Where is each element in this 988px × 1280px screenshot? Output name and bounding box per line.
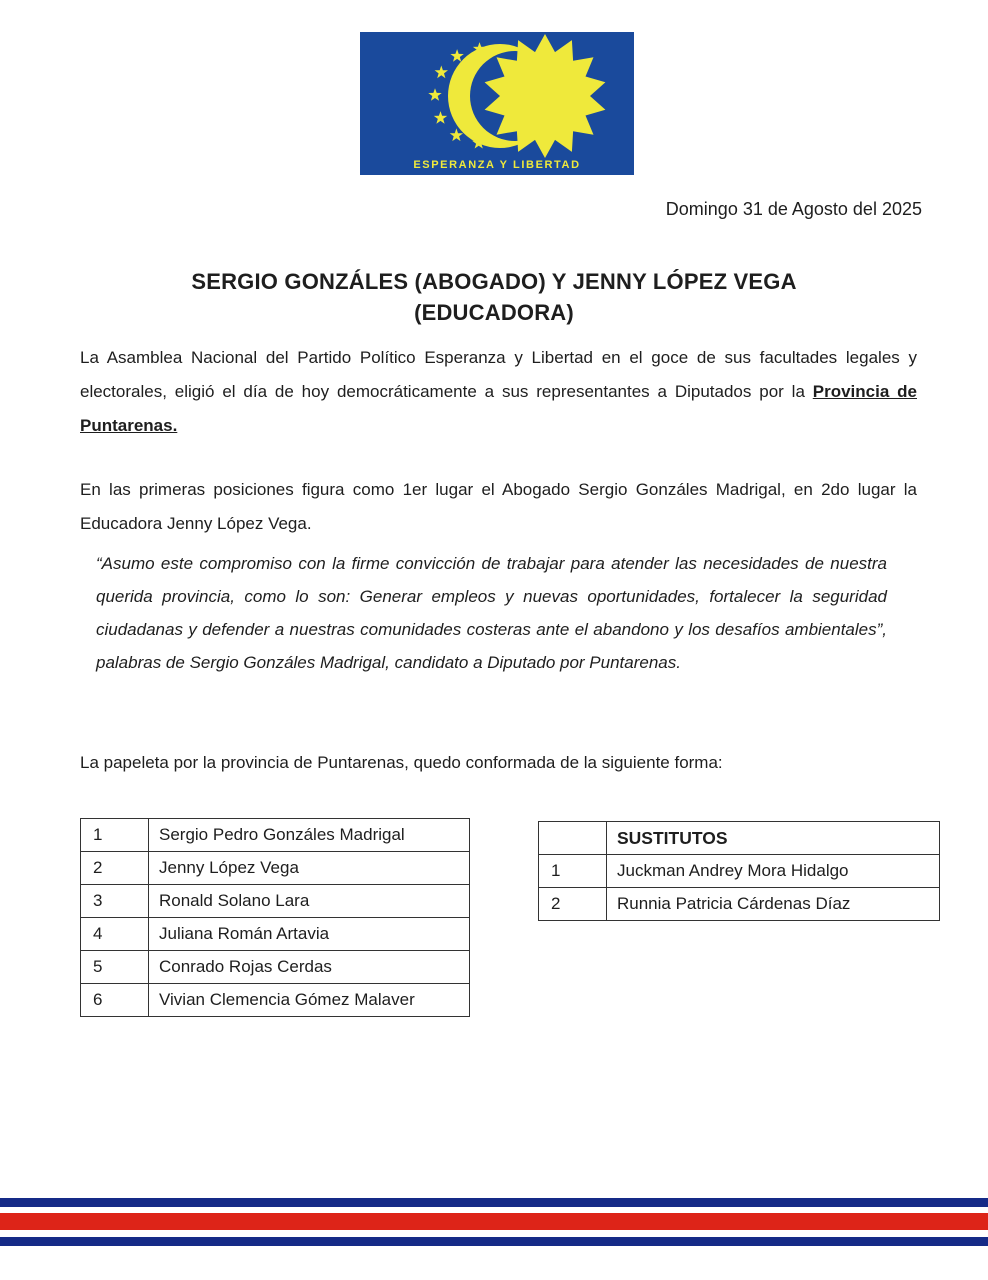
flag-stripe-red <box>0 1213 988 1230</box>
name-cell: Sergio Pedro Gonzáles Madrigal <box>149 819 470 852</box>
name-cell: Juliana Román Artavia <box>149 918 470 951</box>
table-row <box>81 918 470 951</box>
party-logo <box>360 32 634 175</box>
rank-cell: 2 <box>81 852 149 885</box>
table-row <box>81 885 470 918</box>
rank-cell: 4 <box>81 918 149 951</box>
table-row <box>81 984 470 1017</box>
name-cell: Jenny López Vega <box>149 852 470 885</box>
candidate-quote: “Asumo este compromiso con la firme convicción de trabajar para atender las necesidades de nuestra querida provincia, como lo son: Generar empleos y nuevas oportunidades, fortalecer la seguridad ciudadanas y defender a nuestras comunidades costeras ante el abandono y los desafíos ambientales”, palabras de Sergio Gonzáles Madrigal, candidato a Diputado por Puntarenas. <box>96 554 887 672</box>
table-header-row <box>539 822 940 855</box>
paragraph-positions: En las primeras posiciones figura como 1er lugar el Abogado Sergio Gonzáles Madrigal, en 2do lugar la Educadora Jenny López Vega. <box>80 480 917 533</box>
rank-cell: 2 <box>539 888 607 921</box>
table-row <box>81 852 470 885</box>
rank-cell: 1 <box>81 819 149 852</box>
title-line-1: SERGIO GONZÁLES (ABOGADO) Y JENNY LÓPEZ VEGA <box>191 269 797 294</box>
table-row <box>539 855 940 888</box>
paragraph-assembly-text: La Asamblea Nacional del Partido Político Esperanza y Libertad en el goce de sus facultades legales y electorales, eligió el día de hoy democráticamente a sus representantes a Diputados por la <box>80 348 917 401</box>
paragraph-ballot-intro: La papeleta por la provincia de Puntarenas, quedo conformada de la siguiente forma: <box>80 753 723 772</box>
party-logo-graphic <box>360 32 634 175</box>
name-cell: Conrado Rojas Cerdas <box>149 951 470 984</box>
candidates-table <box>80 818 470 1017</box>
rank-cell: 6 <box>81 984 149 1017</box>
name-cell: Runnia Patricia Cárdenas Díaz <box>607 888 940 921</box>
substitutes-header-cell: SUSTITUTOS <box>607 822 940 855</box>
flag-stripe-blue-top <box>0 1198 988 1207</box>
paragraph-assembly <box>80 341 917 443</box>
name-cell: Juckman Andrey Mora Hidalgo <box>607 855 940 888</box>
substitutes-table <box>538 821 940 921</box>
name-cell: Ronald Solano Lara <box>149 885 470 918</box>
flag-stripe-blue-bottom <box>0 1237 988 1246</box>
province-emphasis: Provincia de Puntarenas. <box>80 382 917 435</box>
name-cell: Vivian Clemencia Gómez Malaver <box>149 984 470 1017</box>
table-row <box>81 951 470 984</box>
rank-cell: 5 <box>81 951 149 984</box>
empty-cell <box>539 822 607 855</box>
table-row <box>81 819 470 852</box>
date-line: Domingo 31 de Agosto del 2025 <box>665 199 922 219</box>
logo-text: ESPERANZA Y LIBERTAD <box>413 159 581 171</box>
rank-cell: 3 <box>81 885 149 918</box>
rank-cell: 1 <box>539 855 607 888</box>
document-title <box>0 266 988 328</box>
title-line-2: (EDUCADORA) <box>414 300 574 325</box>
table-row <box>539 888 940 921</box>
